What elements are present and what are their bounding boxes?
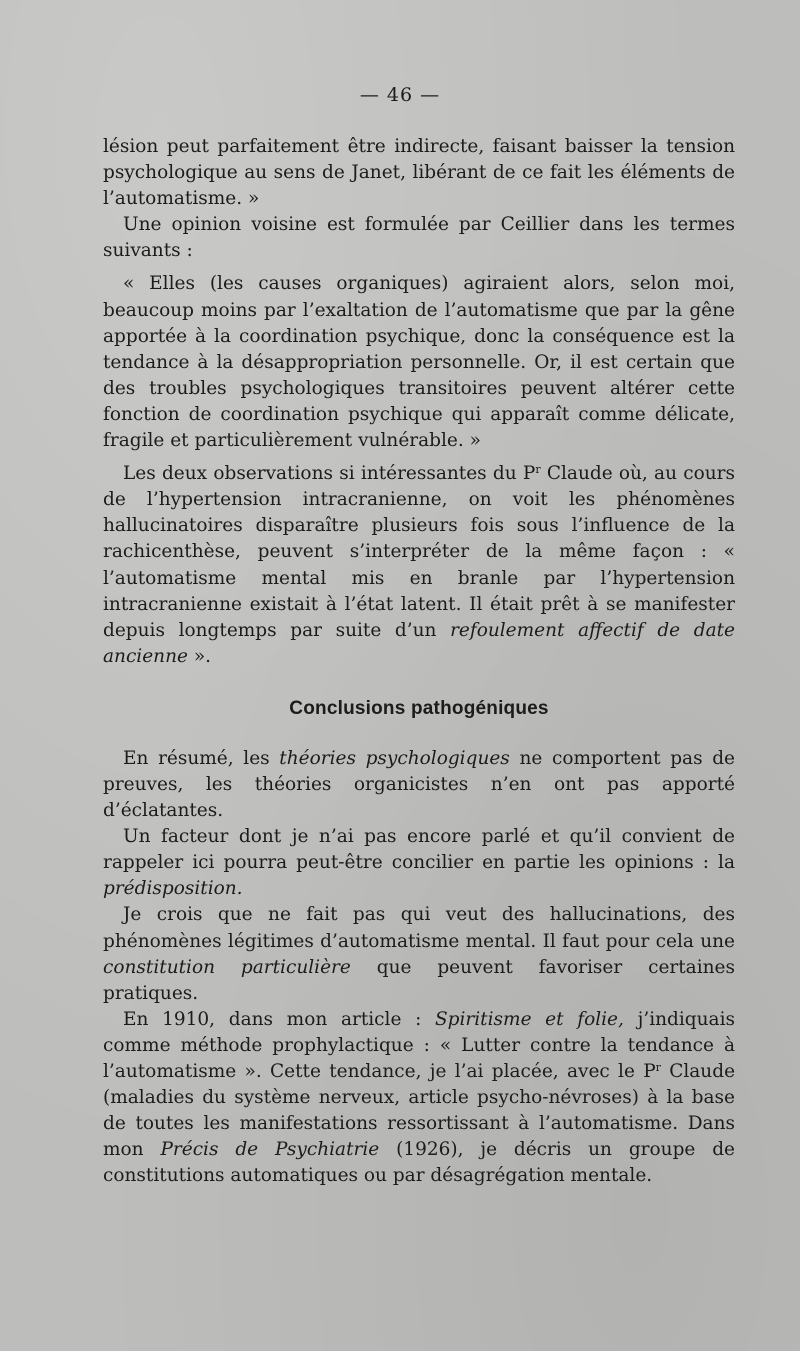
p6-italic: prédisposition. (103, 878, 243, 900)
page-number: — 46 — (359, 84, 441, 106)
p8-text-b: j’indiquais comme méthode prophylactique : « Lutter contre la tendance à l’automatisme ». Cette tendance, je l’ai placée, avec le P (103, 1008, 735, 1082)
p4-text-a: Les deux observations si intéressantes du P (123, 463, 536, 485)
p6-text-a: Un facteur dont je n’ai pas encore parlé et qu’il convient de rappeler ici pourra peut-être concilier en partie les opinions : la (103, 826, 735, 874)
section-heading: Conclusions pathogéniques (289, 697, 549, 719)
paragraph-2: Une opinion voisine est formulée par Ceillier dans les termes suivants : (103, 214, 735, 262)
p8-text-a: En 1910, dans mon article : (123, 1008, 435, 1030)
p5-text-a: En résumé, les (123, 747, 280, 769)
paragraph-1: lésion peut parfaitement être indirecte, faisant baisser la tension psychologique au sens de Janet, libérant de ce fait les éléments de l’automatisme. » (103, 136, 735, 210)
paragraph-4 (103, 461, 735, 670)
paragraph-5 (103, 746, 735, 824)
p8-superscript: r (655, 1061, 661, 1074)
paragraph-3-quote: « Elles (les causes organiques) agiraient alors, selon moi, beaucoup moins par l’exaltation de l’automatisme que par la gêne apportée à la coordination psychique, donc la conséquence est la tendance à la désappropriation personnelle. Or, il est certain que des troubles psychologiques transitoires peuvent altérer cette fonction de coordination psychique qui apparaît comme délicate, fragile et particulièrement vulnérable. » (103, 273, 735, 452)
p4-superscript: r (535, 463, 541, 477)
p4-text-c: ». (187, 645, 212, 667)
p4-italic: refoulement affectif de date ancienne (103, 619, 735, 667)
paragraph-7 (103, 902, 735, 1006)
paragraph-8 (103, 1007, 735, 1190)
p8-text-d: (1926), je décris un groupe de constitutions automatiques ou par désagrégation mentale. (103, 1139, 735, 1187)
p7-text-a: Je crois que ne fait pas qui veut des hallucinations, des phénomènes légitimes d’automatisme mental. Il faut pour cela une (103, 904, 735, 952)
p8-italic-1: Spiritisme et folie, (434, 1008, 624, 1030)
p7-text-b: que peuvent favoriser certaines pratiques. (103, 956, 735, 1004)
body-text (103, 134, 735, 1189)
p5-text-b: ne comportent pas de preuves, les théories organicistes n’en ont pas apporté d’éclatantes. (103, 747, 735, 822)
p5-italic: théories psychologiques (279, 747, 510, 769)
p8-text-c: Claude (maladies du système nerveux, article psycho-névroses) à la base de toutes les manifestations ressortissant à l’automatisme. Dans mon (103, 1061, 736, 1161)
p7-italic: constitution particulière (103, 956, 351, 978)
paragraph-6 (103, 824, 735, 902)
p8-italic-2: Précis de Psychiatrie (160, 1139, 380, 1161)
p4-text-b: Claude où, au cours de l’hypertension intracranienne, on voit les phénomènes hallucinatoires disparaître plusieurs fois sous l’influence de la rachicenthèse, peuvent s’interpréter de la même façon : « l’automatisme mental mis en branle par l’hypertension intracranienne existait à l’état latent. Il était prêt à se manifester depuis longtemps par suite d’un (103, 463, 735, 641)
